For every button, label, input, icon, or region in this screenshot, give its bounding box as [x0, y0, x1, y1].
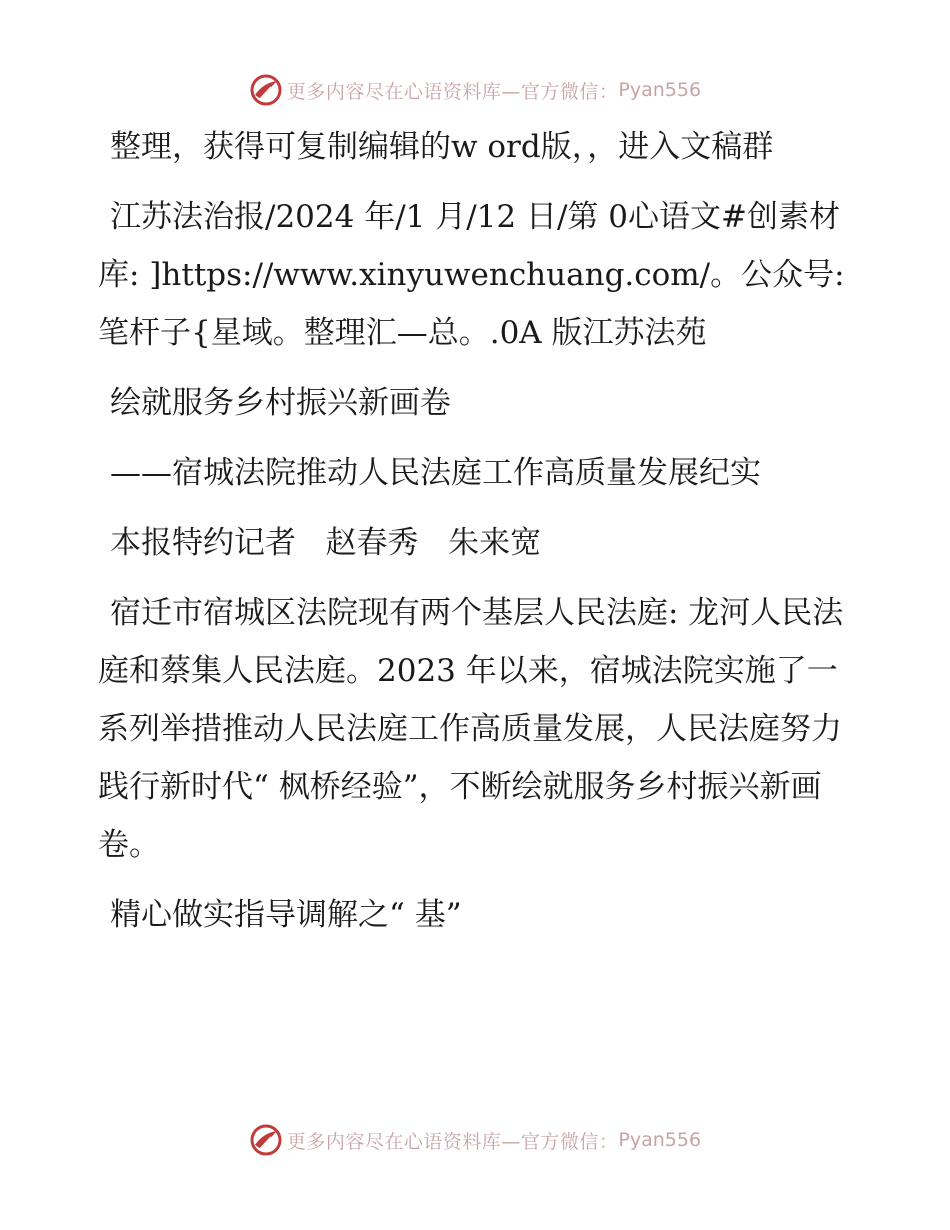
section-heading: 精心做实指导调解之“ 基” [110, 897, 462, 933]
watermark-handle: Pyan556 [618, 1129, 702, 1151]
document-body [98, 118, 853, 956]
pen-logo-icon [249, 73, 283, 107]
watermark-text: 更多内容尽在心语资料库—官方微信： [286, 1130, 619, 1153]
article-title: 绘就服务乡村振兴新画卷 [110, 385, 451, 421]
body-paragraph: 宿迁市宿城区法院现有两个基层人民法庭: 龙河人民法庭和蔡集人民法庭。2023 年以来，宿城法院实施了一系列举措推动人民法庭工作高质量发展，人民法庭努力践行新时代“ 枫桥经验”，不断绘就服务乡村振兴新画卷。 [98, 595, 844, 863]
byline: 本报特约记者 赵春秀 朱来宽 [110, 525, 542, 561]
article-subtitle: ——宿城法院推动人民法庭工作高质量发展纪实 [110, 455, 761, 491]
intro-line: 整理，获得可复制编辑的w ord版，，进入文稿群 [110, 129, 774, 165]
pen-logo-icon [249, 1123, 283, 1157]
footer-watermark [0, 1120, 950, 1160]
source-line: 江苏法治报/2024 年/1 月/12 日/第 0心语文#创素材库: ]https://www.xinyuwenchuang.com/。公众号: 笔杆子{星域。整理汇—总。.0A 版江苏法苑 [98, 199, 855, 351]
watermark-handle: Pyan556 [618, 79, 702, 101]
header-watermark [0, 70, 950, 110]
watermark-text: 更多内容尽在心语资料库—官方微信： [286, 80, 619, 103]
